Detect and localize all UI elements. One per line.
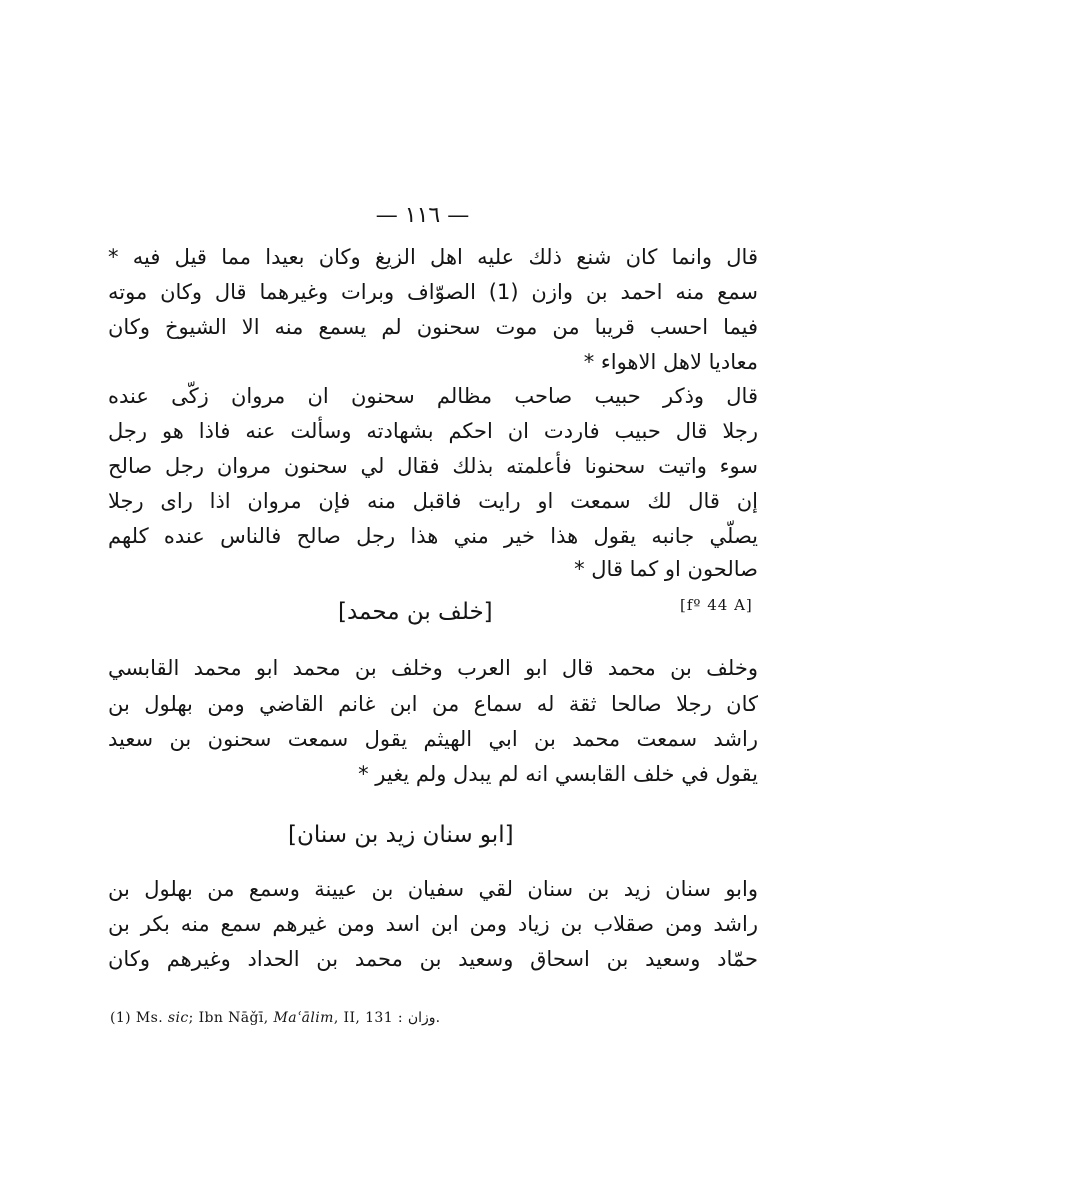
text-line: كان رجلا صالحا ثقة له سماع من ابن غانم القاضي ومن بهلول بن (108, 692, 758, 716)
text-line: حمّاد وسعيد بن اسحاق وسعيد بن محمد بن الحداد وغيرهم وكان (108, 947, 758, 971)
text-line: قال وذكر حبيب صاحب مظالم سحنون ان مروان زكّى عنده (108, 384, 758, 408)
text-line: راشد ومن صقلاب بن زياد ومن ابن اسد ومن غيرهم سمع منه بكر بن (108, 912, 758, 936)
text-line: وابو سنان زيد بن سنان لقي سفيان بن عيينة وسمع من بهلول بن (108, 877, 758, 901)
text-line: إن قال لك سمعت او رايت فاقبل منه فإن مروان اذا راى رجلا (108, 489, 758, 513)
text-line: يصلّي جانبه يقول هذا خير مني هذا رجل صالح فالناس عنده كلهم (108, 524, 758, 548)
footnote (110, 1010, 440, 1026)
section-heading: [ابو سنان زيد بن سنان] (288, 822, 514, 848)
footnote-sic: sic (167, 1010, 189, 1026)
text-line: سوء واتيت سحنونا فأعلمته بذلك فقال لي سحنون مروان رجل صالح (108, 454, 758, 478)
footnote-prefix: (1) Ms. (110, 1010, 168, 1026)
text-line: رجلا قال حبيب فاردت ان احكم بشهادته وسألت عنه فاذا هو رجل (108, 419, 758, 443)
folio-marker: [fº 44 A] (680, 596, 753, 614)
page-number: — ١١٦ — (375, 203, 470, 228)
text-line: فيما احسب قريبا من موت سحنون لم يسمع منه الا الشيوخ وكان (108, 315, 758, 339)
text-line: قال وانما كان شنع ذلك عليه اهل الزيغ وكان بعيدا مما قيل فيه * (108, 245, 758, 269)
text-line: يقول في خلف القابسي انه لم يبدل ولم يغير * (358, 762, 758, 786)
footnote-reference: , II, 131 : وزان. (333, 1010, 441, 1026)
text-line: معاديا لاهل الاهواء * (583, 350, 758, 374)
text-line: سمع منه احمد بن وازن (1) الصوّاف وبرات وغيرهما قال وكان موته (108, 280, 758, 304)
text-line: راشد سمعت محمد بن ابي الهيثم يقول سمعت سحنون بن سعيد (108, 727, 758, 751)
text-line: وخلف بن محمد قال ابو العرب وخلف بن محمد ابو محمد القابسي (108, 656, 758, 680)
footnote-work: Maʿālim (273, 1010, 334, 1026)
footnote-author: ; Ibn Nāǧī, (188, 1010, 274, 1026)
text-line: صالحون او كما قال * (574, 557, 758, 581)
section-heading: [خلف بن محمد] (338, 599, 493, 625)
